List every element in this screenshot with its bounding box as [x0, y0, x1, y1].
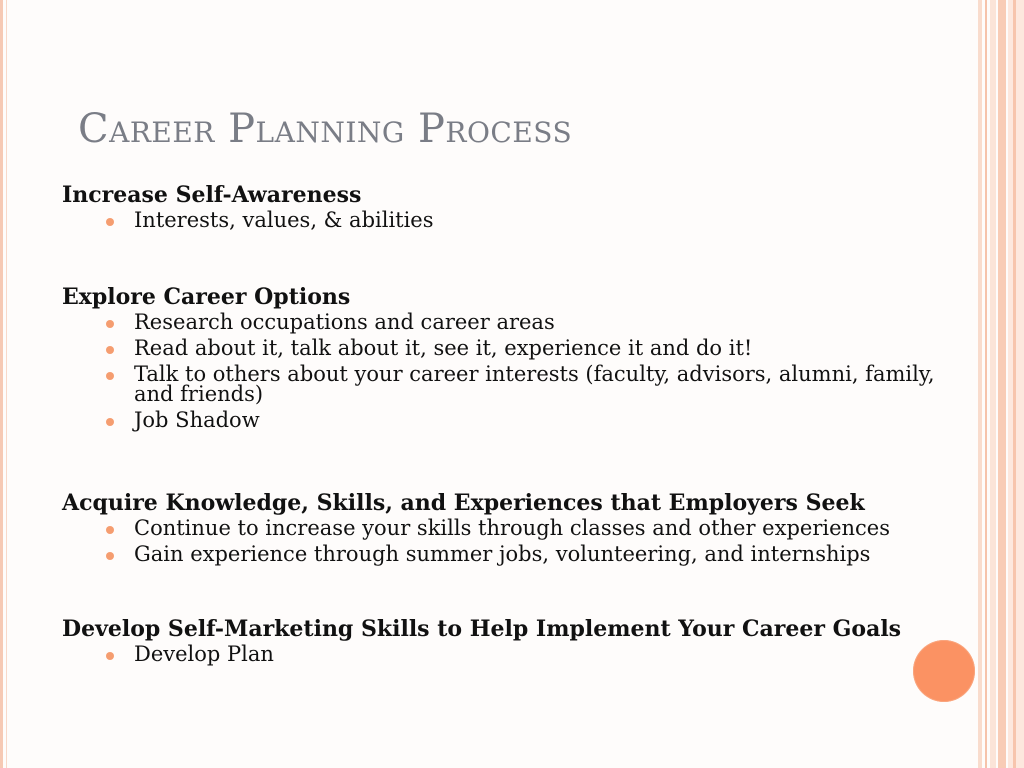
bullet-list [62, 207, 942, 233]
bullet-item: Job Shadow [62, 407, 942, 433]
section-heading: Explore Career Options [62, 284, 351, 310]
bullet-item: Continue to increase your skills through classes and other experiences [62, 515, 942, 541]
section-heading: Increase Self-Awareness [62, 182, 362, 208]
right-border-stripe [1013, 0, 1016, 768]
section-knowledge-skills [62, 491, 942, 567]
section-career-options [62, 285, 942, 433]
right-border-stripe [998, 0, 1006, 768]
bullet-item: Gain experience through summer jobs, volunteering, and internships [62, 541, 942, 567]
right-border-stripe [985, 0, 987, 768]
section-self-marketing [62, 617, 942, 667]
bullet-item: Develop Plan [62, 641, 942, 667]
slide-content [62, 183, 942, 667]
bullet-item: Talk to others about your career interests (faculty, advisors, alumni, family, and friends) [62, 361, 942, 407]
slide-title: Career Planning Process [78, 106, 573, 152]
right-border-stripe [1008, 0, 1024, 768]
bullet-item: Interests, values, & abilities [62, 207, 942, 233]
bullet-item: Read about it, talk about it, see it, experience it and do it! [62, 335, 942, 361]
bullet-item: Research occupations and career areas [62, 309, 942, 335]
right-border-stripe [978, 0, 982, 768]
bullet-list [62, 515, 942, 567]
section-heading: Develop Self-Marketing Skills to Help Implement Your Career Goals [62, 616, 902, 642]
decorative-circle [913, 640, 975, 702]
right-border-stripe [990, 0, 996, 768]
left-border-line [6, 0, 7, 768]
left-border-stripe [0, 0, 3, 768]
section-self-awareness [62, 183, 942, 233]
bullet-list [62, 641, 942, 667]
section-heading: Acquire Knowledge, Skills, and Experiences that Employers Seek [62, 490, 865, 516]
bullet-list [62, 309, 942, 433]
